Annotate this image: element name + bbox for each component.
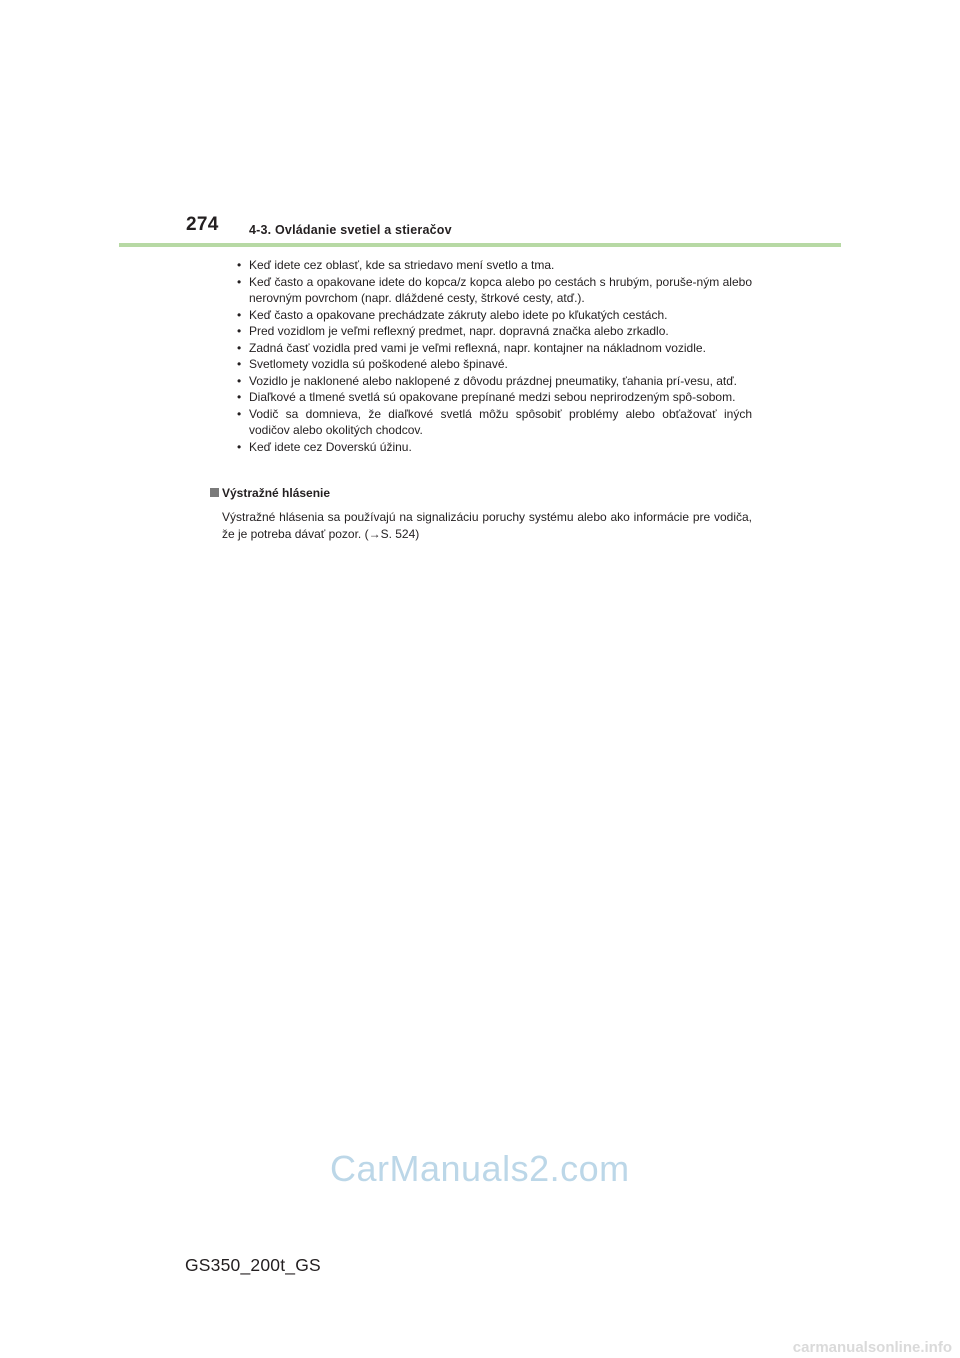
section-title: 4-3. Ovládanie svetiel a stieračov [249, 223, 452, 237]
list-item: • Keď idete cez oblasť, kde sa striedavo mení svetlo a tma. [236, 257, 752, 274]
list-item: • Pred vozidlom je veľmi reflexný predmet, napr. dopravná značka alebo zrkadlo. [236, 323, 752, 340]
condition-list [236, 257, 752, 455]
list-item: • Diaľkové a tlmené svetlá sú opakovane prepínané medzi sebou neprirodzeným spô-sobom. [236, 389, 752, 406]
list-item: • Zadná časť vozidla pred vami je veľmi reflexná, napr. kontajner na nákladnom vozidle. [236, 340, 752, 357]
page-number: 274 [186, 214, 219, 235]
list-item: • Keď často a opakovane prechádzate zákruty alebo idete po kľukatých cestách. [236, 307, 752, 324]
warning-heading [210, 486, 330, 500]
warning-heading-text: Výstražné hlásenie [222, 486, 331, 500]
warning-paragraph: Výstražné hlásenia sa používajú na signalizáciu poruchy systému alebo ako informácie pre vodiča, že je potreba dávať pozor. (→S. 524) [222, 510, 752, 541]
footer-site-url: carmanualsonline.info [792, 1339, 952, 1356]
list-item: • Keď idete cez Doverskú úžinu. [236, 439, 752, 456]
list-item: • Vodič sa domnieva, že diaľkové svetlá môžu spôsobiť problémy alebo obťažovať iných vodičov alebo okolitých chodcov. [236, 406, 752, 439]
list-item: • Keď často a opakovane idete do kopca/z kopca alebo po cestách s hrubým, poruše-ným alebo nerovným povrchom (napr. dláždené cesty, štrkové cesty, atď.). [236, 274, 752, 307]
model-code: GS350_200t_GS [185, 1255, 321, 1275]
list-item: • Vozidlo je naklonené alebo naklopené z dôvodu prázdnej pneumatiky, ťahania prí-vesu, atď. [236, 373, 752, 390]
header-divider [119, 243, 841, 247]
watermark-logo: CarManuals2.com [330, 1148, 630, 1189]
list-item: • Svetlomety vozidla sú poškodené alebo špinavé. [236, 356, 752, 373]
square-bullet-icon [210, 488, 219, 497]
